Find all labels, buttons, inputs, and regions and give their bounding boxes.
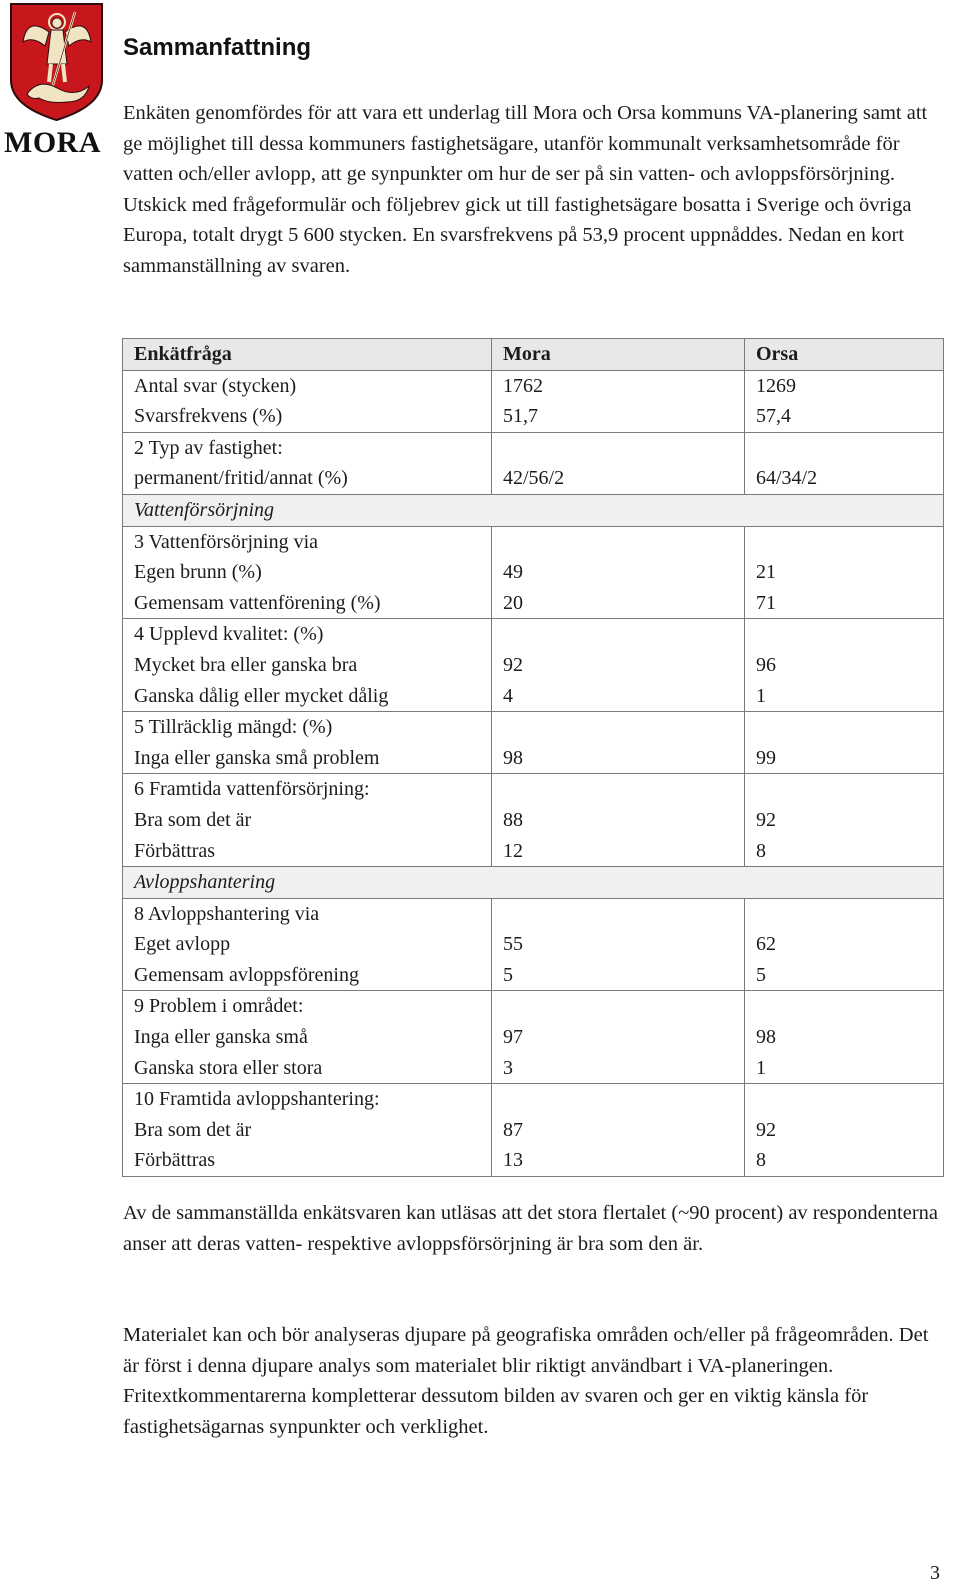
orsa-value-cell (745, 774, 944, 867)
orsa-value: 1 (756, 1056, 766, 1079)
table-row (123, 619, 944, 712)
orsa-value: 98 (756, 1026, 776, 1049)
table-row (123, 991, 944, 1084)
table-row (123, 432, 944, 494)
orsa-value (756, 619, 932, 650)
mora-value: 49 (503, 561, 523, 584)
mora-value: 4 (503, 684, 513, 707)
question-line: Inga eller ganska små problem (134, 746, 380, 769)
mora-value-cell (492, 991, 745, 1084)
mora-value: 5 (503, 963, 513, 986)
question-line: 6 Framtida vattenförsörjning: (134, 778, 370, 801)
conclusion-paragraph: Av de sammanställda enkätsvaren kan utläsas att det stora flertalet (~90 procent) av respondenterna anser att deras vatten- respektive avloppsförsörjning är bra som den är. (123, 1202, 939, 1255)
question-line: Bra som det är (134, 808, 252, 831)
table-row (123, 370, 944, 432)
question-line: Inga eller ganska små (134, 1026, 308, 1049)
mora-value-cell (492, 432, 745, 494)
section-heading: Avloppshantering (123, 867, 944, 899)
question-cell (123, 526, 492, 619)
question-line: Ganska dålig eller mycket dålig (134, 684, 389, 707)
question-line: Egen brunn (%) (134, 561, 262, 584)
orsa-value: 8 (756, 839, 766, 862)
orsa-value (756, 899, 932, 930)
question-line: Gemensam avloppsförening (134, 963, 359, 986)
mora-value-cell (492, 774, 745, 867)
mora-value: 51,7 (503, 405, 538, 428)
coat-of-arms-icon (9, 2, 104, 122)
orsa-value: 92 (756, 808, 776, 831)
orsa-value (756, 1084, 932, 1115)
question-line: 9 Problem i området: (134, 995, 304, 1018)
mora-value (503, 527, 733, 558)
question-cell (123, 774, 492, 867)
page-title: Sammanfattning (123, 34, 312, 61)
orsa-value: 96 (756, 653, 776, 676)
question-line: 2 Typ av fastighet: (134, 436, 283, 459)
orsa-value: 62 (756, 933, 776, 956)
orsa-value: 71 (756, 591, 776, 614)
mora-value: 87 (503, 1118, 523, 1141)
table-header-row (123, 339, 944, 371)
mora-value-cell (492, 712, 745, 774)
section-row (123, 867, 944, 899)
summary-table (122, 338, 944, 1177)
mora-value: 92 (503, 653, 523, 676)
orsa-value: 21 (756, 561, 776, 584)
intro-paragraph: Enkäten genomfördes för att vara ett underlag till Mora och Orsa kommuns VA-planering samt att ge möjlighet till dessa kommuners fastighetsägare, utanför kommunalt verksamhetsområde för vatten och/eller avlopp, att ge synpunkter om hur de ser på sin vatten- och avloppsförsörjning. Utskick med frågeformulär och följebrev gick ut till fastighetsägare bosatta i Sverige och övriga Europa, totalt drygt 5 600 stycken. En svarsfrekvens på 53,9 procent uppnåddes. Nedan en kort sammanställning av svaren. (123, 102, 928, 277)
mora-value (503, 433, 733, 464)
mora-value (503, 774, 733, 805)
mora-value: 13 (503, 1149, 523, 1172)
orsa-value: 1269 (756, 374, 796, 397)
orsa-value (756, 527, 932, 558)
mora-value: 55 (503, 933, 523, 956)
question-cell (123, 898, 492, 991)
question-cell (123, 370, 492, 432)
orsa-value-cell (745, 432, 944, 494)
orsa-value-cell (745, 370, 944, 432)
mora-value: 3 (503, 1056, 513, 1079)
mora-value: 20 (503, 591, 523, 614)
question-line: Gemensam vattenförening (%) (134, 591, 381, 614)
orsa-value-cell (745, 1084, 944, 1177)
mora-value (503, 712, 733, 743)
mora-logo (4, 2, 104, 162)
orsa-value (756, 991, 932, 1022)
mora-value (503, 899, 733, 930)
section-heading: Vattenförsörjning (123, 494, 944, 526)
question-cell (123, 712, 492, 774)
table-row (123, 898, 944, 991)
column-header-mora: Mora (492, 339, 745, 371)
question-line: 3 Vattenförsörjning via (134, 530, 319, 553)
orsa-value-cell (745, 991, 944, 1084)
question-cell (123, 991, 492, 1084)
mora-value (503, 619, 733, 650)
page-number: 3 (930, 1562, 940, 1584)
question-line: Förbättras (134, 1149, 216, 1172)
question-line: 10 Framtida avloppshantering: (134, 1088, 380, 1111)
question-line: Ganska stora eller stora (134, 1056, 323, 1079)
mora-value: 1762 (503, 374, 543, 397)
question-line: Eget avlopp (134, 933, 231, 956)
question-line: 4 Upplevd kvalitet: (%) (134, 623, 324, 646)
orsa-value: 99 (756, 746, 776, 769)
table-row (123, 1084, 944, 1177)
orsa-value-cell (745, 619, 944, 712)
orsa-value (756, 774, 932, 805)
orsa-value: 57,4 (756, 405, 791, 428)
column-header-orsa: Orsa (745, 339, 944, 371)
question-line: Bra som det är (134, 1118, 252, 1141)
question-line: 5 Tillräcklig mängd: (%) (134, 716, 333, 739)
analysis-paragraph: Materialet kan och bör analyseras djupare på geografiska områden och/eller på frågeområden. Det är först i denna djupare analys som materialet blir riktigt användbart i VA-planeringen. Fritextkommentarerna kompletterar dessutom bilden av svaren och ger en viktig känsla för fastighetsägarnas synpunkter och verklighet. (123, 1324, 929, 1438)
question-line: Mycket bra eller ganska bra (134, 653, 358, 676)
question-line: Antal svar (stycken) (134, 374, 297, 397)
logo-wordmark: MORA (4, 126, 101, 159)
mora-value: 97 (503, 1026, 523, 1049)
table-body (123, 370, 944, 1176)
question-line: permanent/fritid/annat (%) (134, 467, 348, 490)
table-row (123, 526, 944, 619)
column-header-question: Enkätfråga (123, 339, 492, 371)
mora-value-cell (492, 619, 745, 712)
orsa-value-cell (745, 898, 944, 991)
mora-value: 98 (503, 746, 523, 769)
orsa-value: 1 (756, 684, 766, 707)
orsa-value (756, 712, 932, 743)
orsa-value-cell (745, 526, 944, 619)
mora-value-cell (492, 370, 745, 432)
table-row (123, 712, 944, 774)
mora-value: 88 (503, 808, 523, 831)
orsa-value (756, 433, 932, 464)
orsa-value: 8 (756, 1149, 766, 1172)
mora-value (503, 1084, 733, 1115)
section-row (123, 494, 944, 526)
orsa-value: 5 (756, 963, 766, 986)
question-cell (123, 1084, 492, 1177)
mora-value (503, 991, 733, 1022)
mora-value-cell (492, 1084, 745, 1177)
table-row (123, 774, 944, 867)
mora-value-cell (492, 898, 745, 991)
mora-value: 12 (503, 839, 523, 862)
mora-value-cell (492, 526, 745, 619)
mora-value: 42/56/2 (503, 467, 565, 490)
orsa-value-cell (745, 712, 944, 774)
question-cell (123, 619, 492, 712)
question-line: 8 Avloppshantering via (134, 902, 320, 925)
orsa-value: 64/34/2 (756, 467, 818, 490)
question-line: Svarsfrekvens (%) (134, 405, 283, 428)
question-cell (123, 432, 492, 494)
question-line: Förbättras (134, 839, 216, 862)
orsa-value: 92 (756, 1118, 776, 1141)
